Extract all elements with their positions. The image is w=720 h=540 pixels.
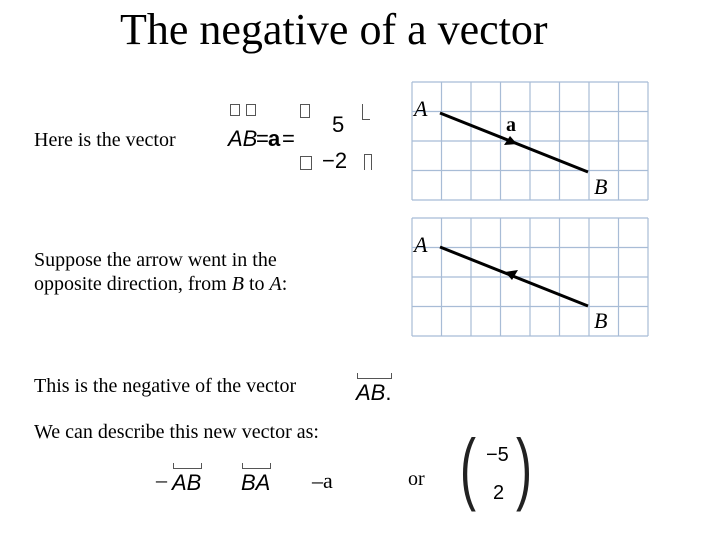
column-bottom-value: 2 [493, 482, 505, 504]
point-a-label-top: A [414, 96, 428, 121]
vector-a-label: a [506, 114, 516, 136]
or-text: or [408, 468, 425, 490]
left-paren: ( [460, 423, 476, 512]
describe-text: We can describe this new vector as: [34, 421, 319, 443]
point-b-label-top: B [594, 174, 608, 199]
page-title: The negative of a vector [120, 5, 548, 54]
overline-glyph [246, 104, 256, 116]
vector-overline [242, 463, 271, 469]
neg-a-vector: –a [312, 468, 333, 493]
grid-top [412, 82, 648, 200]
bracket-glyph [300, 156, 312, 170]
grid-bottom [412, 218, 648, 336]
definition-top-value: 5 [332, 112, 345, 137]
ba-vector: BA [241, 470, 270, 496]
point-from: B [231, 273, 244, 295]
point-b-label-bottom: B [594, 308, 608, 333]
definition-equals-1: = [256, 126, 269, 151]
right-paren: ) [516, 423, 532, 512]
vector-ab-ref: AB. [356, 380, 391, 406]
vector-overline [173, 463, 202, 469]
bracket-glyph [300, 104, 310, 118]
suppose-line-1: Suppose the arrow went in the [34, 249, 277, 271]
column-top-value: −5 [486, 444, 509, 466]
neg-sign: – [156, 467, 167, 492]
neg-ab-vector: AB [172, 470, 201, 496]
definition-lhs: AB [228, 126, 258, 151]
intro-text: Here is the vector [34, 129, 176, 151]
definition-bottom-value: −2 [322, 148, 348, 173]
negative-text: This is the negative of the vector [34, 375, 297, 397]
bracket-glyph [362, 104, 370, 120]
vector-overline [357, 373, 392, 379]
suppose-line-2: opposite direction, from B to A: [34, 273, 288, 295]
point-to: A [269, 273, 282, 295]
definition-equals-2: = [282, 126, 295, 151]
point-a-label-bottom: A [414, 232, 428, 257]
bracket-glyph [364, 154, 372, 170]
definition-name: a [268, 126, 281, 151]
overline-glyph [230, 104, 240, 116]
